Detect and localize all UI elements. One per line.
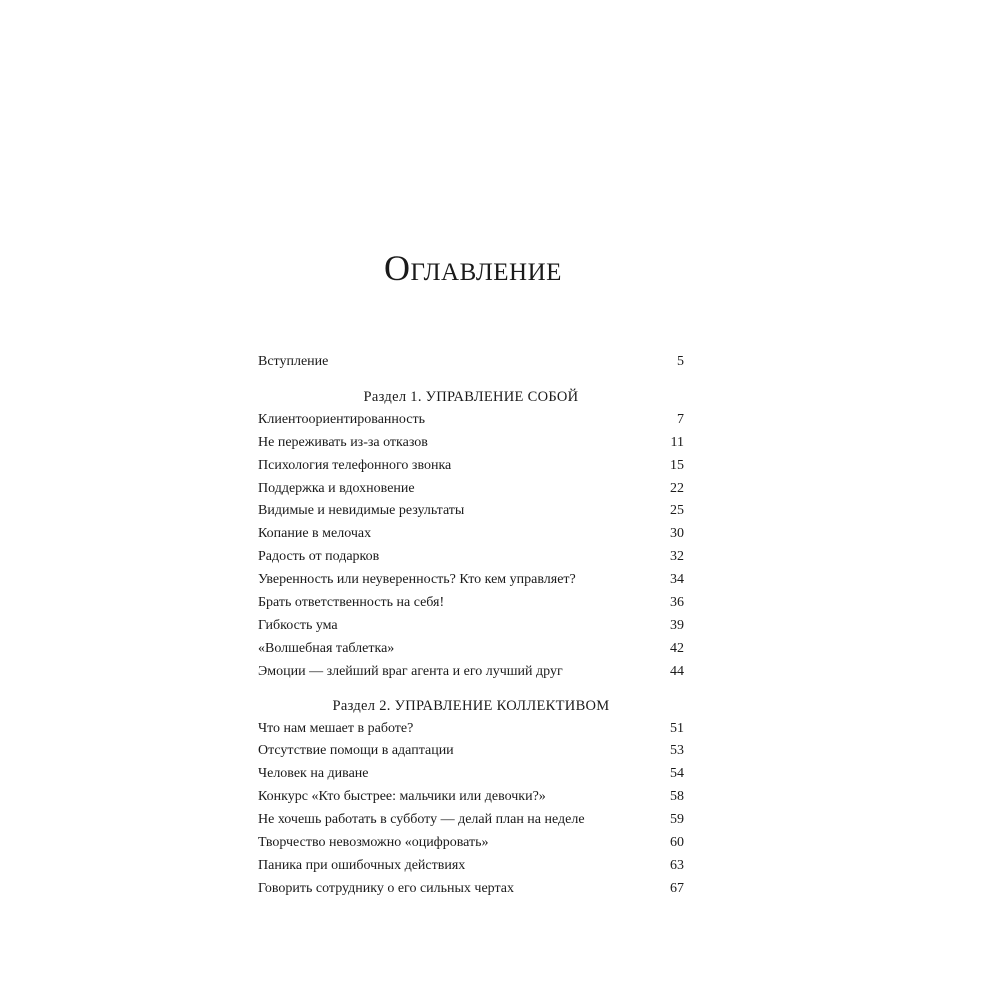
toc-entry-label: Эмоции — злейший враг агента и его лучший друг — [258, 663, 563, 679]
toc-entry-page: 5 — [677, 354, 684, 369]
toc-entry-label: Радость от подарков — [258, 549, 380, 565]
dot-leader — [396, 635, 668, 649]
dot-leader — [373, 520, 668, 534]
toc-entry-page: 39 — [670, 617, 684, 633]
toc-entry-page: 58 — [670, 789, 684, 805]
toc-entry-label: Творчество невозможно «оцифровать» — [258, 835, 489, 851]
dot-leader — [467, 852, 668, 866]
toc-entry-intro[interactable] — [258, 351, 684, 374]
toc-entry-page: 25 — [670, 503, 684, 519]
toc-entry-page: 51 — [670, 720, 684, 736]
toc-entry-label: Копание в мелочах — [258, 526, 372, 542]
toc-entry-label: Конкурс «Кто быстрее: мальчики или девочки?» — [258, 789, 546, 805]
toc-entry-label: Не переживать из-за отказов — [258, 434, 428, 450]
toc-entry-page: 54 — [670, 766, 684, 782]
dot-leader — [415, 715, 668, 729]
toc-entry-page: 30 — [670, 526, 684, 542]
dot-leader — [565, 658, 668, 672]
dot-leader — [453, 452, 668, 466]
toc-entry-page: 59 — [670, 812, 684, 828]
dot-leader — [330, 348, 668, 362]
toc-entry-label: Не хочешь работать в субботу — делай план на неделе — [258, 812, 585, 828]
toc-entry-page: 36 — [670, 595, 684, 611]
section-heading-2: Раздел 2. УПРАВЛЕНИЕ КОЛЛЕКТИВОМ — [332, 697, 610, 714]
toc-entry-page: 22 — [670, 480, 684, 496]
dot-leader — [371, 760, 668, 774]
dot-leader — [491, 829, 668, 843]
toc-entry[interactable] — [258, 661, 684, 684]
toc-entry-label: Отсутствие помощи в адаптации — [258, 743, 454, 759]
toc-entry-label: Гибкость ума — [258, 617, 338, 633]
toc-entry-page: 42 — [670, 640, 684, 656]
dot-leader — [427, 406, 668, 420]
toc-entry-label: Вступление — [258, 354, 329, 369]
section-2-entries — [258, 718, 684, 901]
toc-entry-label: Паника при ошибочных действиях — [258, 857, 466, 873]
toc-entry-page: 60 — [670, 835, 684, 851]
toc-entry-label: Человек на диване — [258, 766, 369, 782]
dot-leader — [381, 543, 668, 557]
section-heading-1: Раздел 1. УПРАВЛЕНИЕ СОБОЙ — [363, 388, 579, 405]
toc-entry-label: Брать ответственность на себя! — [258, 595, 445, 611]
toc-entry-label: «Волшебная таблетка» — [258, 640, 395, 656]
toc-entry-page: 11 — [670, 434, 684, 450]
dot-leader — [456, 737, 668, 751]
toc-entry-label: Говорить сотруднику о его сильных чертах — [258, 880, 514, 896]
dot-leader — [340, 612, 668, 626]
dot-leader — [516, 875, 668, 889]
toc-entry-page: 44 — [670, 663, 684, 679]
dot-leader — [587, 806, 668, 820]
toc-entry[interactable] — [258, 878, 684, 901]
toc-entry-label: Видимые и невидимые результаты — [258, 503, 465, 519]
toc-entry-page: 7 — [677, 411, 684, 427]
toc-entry-page: 34 — [670, 572, 684, 588]
dot-leader — [578, 566, 668, 580]
toc-entry-label: Что нам мешает в работе? — [258, 720, 414, 736]
toc-entry-page: 15 — [670, 457, 684, 473]
toc-entry-page: 67 — [670, 880, 684, 896]
table-of-contents — [258, 351, 684, 901]
toc-entry-label: Психология телефонного звонка — [258, 457, 452, 473]
toc-entry-page: 53 — [670, 743, 684, 759]
section-1-entries — [258, 409, 684, 684]
dot-leader — [417, 475, 668, 489]
toc-entry-label: Клиентоориентированность — [258, 411, 425, 427]
toc-entry-page: 32 — [670, 549, 684, 565]
toc-entry-page: 63 — [670, 857, 684, 873]
dot-leader — [548, 783, 668, 797]
dot-leader — [466, 497, 668, 511]
toc-entry-label: Поддержка и вдохновение — [258, 480, 415, 496]
toc-entry-label: Уверенность или неуверенность? Кто кем управляет? — [258, 572, 576, 588]
page-title: Оглавление — [384, 248, 562, 288]
dot-leader — [446, 589, 668, 603]
dot-leader — [430, 429, 668, 443]
